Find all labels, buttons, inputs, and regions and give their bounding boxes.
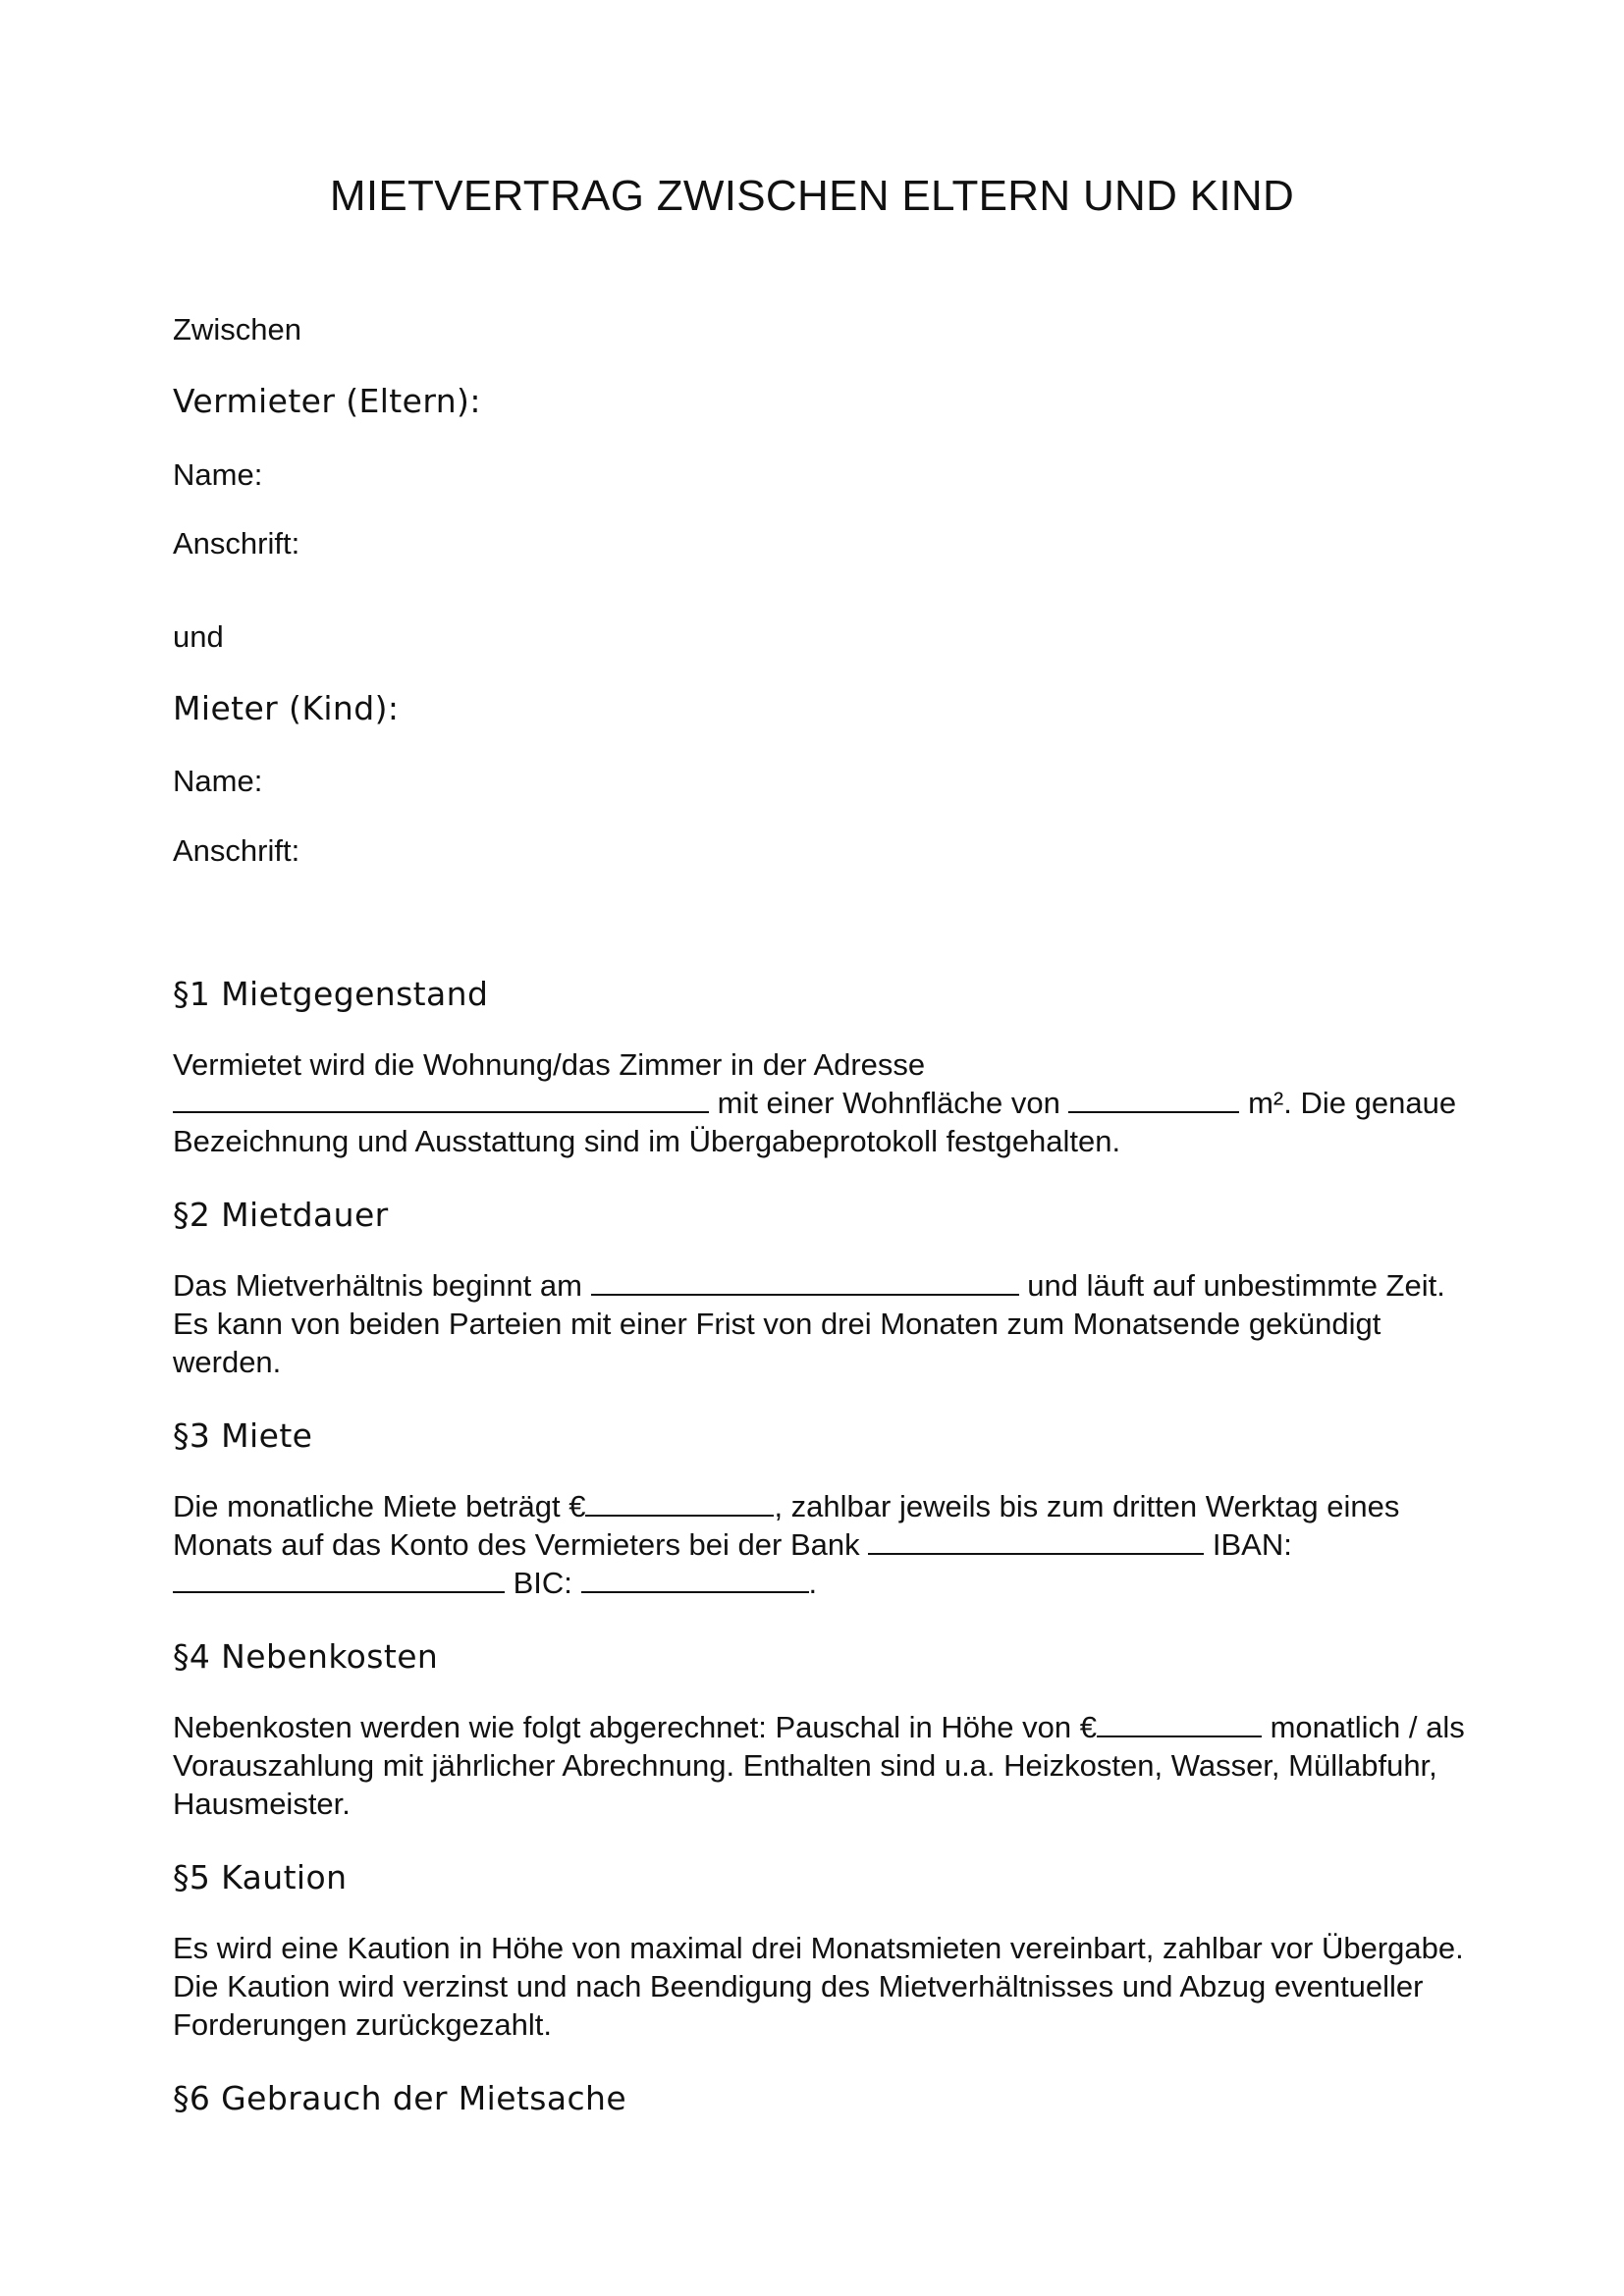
- section-3-payment-text: , zahlbar jeweils bis zum dritten Werktag eines: [774, 1489, 1400, 1523]
- section-6-heading: §6 Gebrauch der Mietsache: [173, 2079, 627, 2117]
- section-4-monthly-text: monatlich / als: [1270, 1710, 1465, 1744]
- tenant-address-label: Anschrift:: [173, 833, 300, 868]
- section-3-rent-label: Die monatliche Miete beträgt €: [173, 1489, 586, 1523]
- section-4-heading: §4 Nebenkosten: [173, 1637, 439, 1676]
- section-2-start-label: Das Mietverhältnis beginnt am: [173, 1268, 582, 1303]
- section-4-flat-rate-label: Nebenkosten werden wie folgt abgerechnet: Pauschal in Höhe von €: [173, 1710, 1097, 1744]
- section-1-area-label: mit einer Wohnfläche von: [717, 1086, 1060, 1120]
- section-5-text: [173, 1929, 1479, 2044]
- address-blank-field: [173, 1084, 709, 1113]
- section-2-text-line-2: Es kann von beiden Parteien mit einer Frist von drei Monaten zum Monatsende gekündigt: [173, 1307, 1381, 1341]
- section-3-iban-label: IBAN:: [1212, 1527, 1292, 1562]
- section-5-text-line-3: Forderungen zurückgezahlt.: [173, 2007, 553, 2042]
- section-3-heading: §3 Miete: [173, 1416, 313, 1455]
- section-4-text-line-3: Hausmeister.: [173, 1787, 351, 1821]
- section-3-bic-label: BIC:: [513, 1566, 572, 1600]
- section-5-heading: §5 Kaution: [173, 1858, 348, 1896]
- parties-intro: Zwischen: [173, 312, 301, 347]
- section-1-text: [173, 1045, 1479, 1160]
- section-3-period: .: [808, 1566, 818, 1600]
- section-4-text: [173, 1708, 1479, 1823]
- section-4-text-line-2: Vorauszahlung mit jährlicher Abrechnung. Enthalten sind u.a. Heizkosten, Wasser, Müllabfuhr,: [173, 1748, 1437, 1783]
- utilities-amount-blank-field: [1097, 1708, 1262, 1737]
- section-1-text-line-1: Vermietet wird die Wohnung/das Zimmer in der Adresse: [173, 1047, 926, 1082]
- landlord-heading: Vermieter (Eltern):: [173, 382, 481, 420]
- landlord-name-label: Name:: [173, 457, 263, 492]
- landlord-address-label: Anschrift:: [173, 526, 300, 561]
- section-1-text-line-3: Bezeichnung und Ausstattung sind im Übergabeprotokoll festgehalten.: [173, 1124, 1121, 1158]
- rent-amount-blank-field: [585, 1487, 774, 1517]
- section-1-unit-text: m². Die genaue: [1248, 1086, 1457, 1120]
- section-3-text: [173, 1487, 1479, 1602]
- section-3-bank-label: Monats auf das Konto des Vermieters bei der Bank: [173, 1527, 860, 1562]
- tenant-heading: Mieter (Kind):: [173, 689, 400, 727]
- section-2-heading: §2 Mietdauer: [173, 1196, 389, 1234]
- section-2-text: [173, 1266, 1479, 1381]
- bic-blank-field: [581, 1564, 809, 1593]
- section-5-text-line-1: Es wird eine Kaution in Höhe von maximal drei Monatsmieten vereinbart, zahlbar vor Übergabe.: [173, 1931, 1464, 1965]
- bank-blank-field: [868, 1525, 1204, 1555]
- section-2-duration-text: und läuft auf unbestimmte Zeit.: [1027, 1268, 1445, 1303]
- iban-blank-field: [173, 1564, 505, 1593]
- section-2-text-line-3: werden.: [173, 1345, 282, 1379]
- start-date-blank-field: [591, 1266, 1019, 1296]
- section-5-text-line-2: Die Kaution wird verzinst und nach Beendigung des Mietverhältnisses und Abzug eventueller: [173, 1969, 1424, 2003]
- area-blank-field: [1068, 1084, 1239, 1113]
- parties-connector: und: [173, 619, 224, 654]
- tenant-name-label: Name:: [173, 764, 263, 798]
- section-1-heading: §1 Mietgegenstand: [173, 975, 489, 1013]
- document-title: MIETVERTRAG ZWISCHEN ELTERN UND KIND: [329, 172, 1295, 220]
